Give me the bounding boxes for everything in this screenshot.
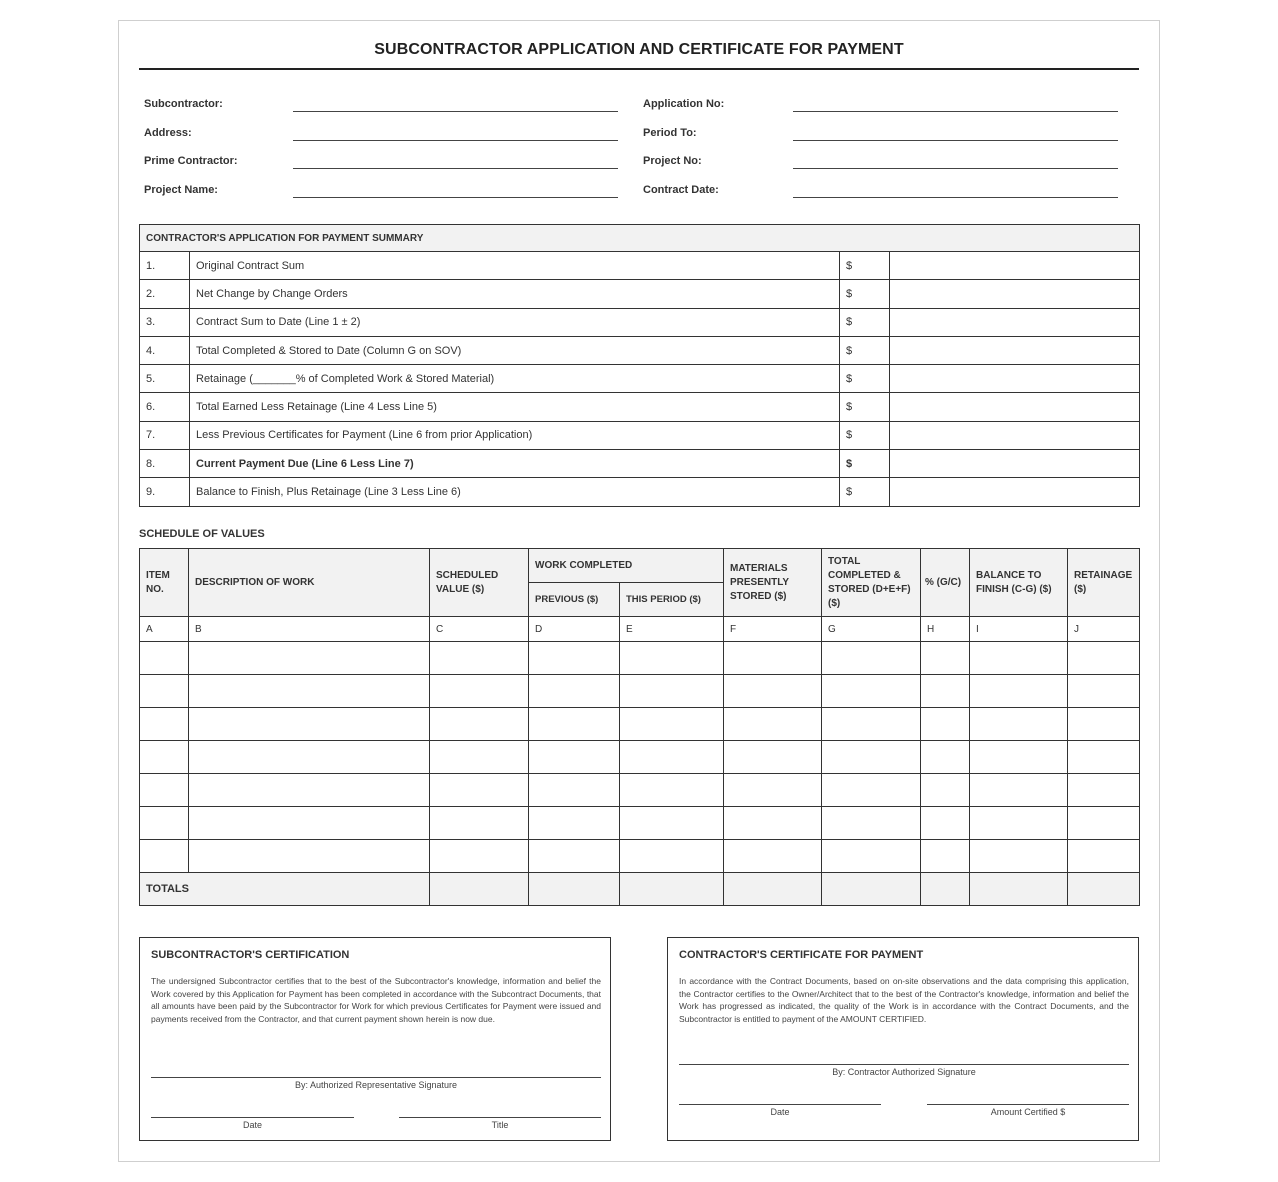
table-row[interactable] xyxy=(140,642,1140,675)
totals-row xyxy=(140,873,1140,906)
row-number: 5. xyxy=(140,365,190,393)
project-name-label: Project Name: xyxy=(144,184,218,196)
period-to-input-line[interactable] xyxy=(793,140,1118,141)
amount-cell[interactable] xyxy=(890,365,1140,393)
schedule-of-values-label: SCHEDULE OF VALUES xyxy=(139,528,265,540)
materials-stored-header: MATERIALS PRESENTLY STORED ($) xyxy=(724,549,822,617)
row-number: 1. xyxy=(140,252,190,280)
row-number: 8. xyxy=(140,450,190,478)
amount-cell[interactable] xyxy=(890,252,1140,280)
subcontractor-label: Subcontractor: xyxy=(144,98,223,110)
table-row[interactable] xyxy=(140,708,1140,741)
amount-certified-line[interactable] xyxy=(927,1104,1129,1105)
con-date-line[interactable] xyxy=(679,1104,881,1105)
period-to-field[interactable] xyxy=(643,122,1119,151)
amount-cell[interactable] xyxy=(890,450,1140,478)
subcontractor-certification-box xyxy=(139,937,611,1141)
table-row xyxy=(140,308,1140,336)
balance-header: BALANCE TO FINISH (C-G) ($) xyxy=(970,549,1068,617)
totals-cell[interactable] xyxy=(822,873,921,906)
totals-cell[interactable] xyxy=(724,873,822,906)
form-page xyxy=(118,20,1160,1162)
column-letter: F xyxy=(724,617,822,642)
table-row xyxy=(140,252,1140,280)
project-no-label: Project No: xyxy=(643,155,702,167)
row-description: Balance to Finish, Plus Retainage (Line 3 Less Line 6) xyxy=(190,478,840,506)
row-number: 7. xyxy=(140,421,190,449)
address-field[interactable] xyxy=(144,122,619,151)
period-to-label: Period To: xyxy=(643,127,697,139)
sub-date-caption: Date xyxy=(242,1120,262,1130)
contract-date-label: Contract Date: xyxy=(643,184,719,196)
table-row[interactable] xyxy=(140,840,1140,873)
application-no-input-line[interactable] xyxy=(793,111,1118,112)
totals-cell[interactable] xyxy=(430,873,529,906)
con-date-caption: Date xyxy=(770,1107,790,1117)
column-letter: G xyxy=(822,617,921,642)
schedule-of-values-table xyxy=(139,548,1140,906)
dollar-sign: $ xyxy=(840,478,890,506)
totals-cell[interactable] xyxy=(1068,873,1140,906)
column-letter: D xyxy=(529,617,620,642)
previous-header: PREVIOUS ($) xyxy=(529,583,620,617)
column-letter: A xyxy=(140,617,189,642)
prime-contractor-field[interactable] xyxy=(144,150,619,179)
column-letter: I xyxy=(970,617,1068,642)
totals-cell[interactable] xyxy=(970,873,1068,906)
payment-summary-table xyxy=(139,224,1140,507)
table-row xyxy=(140,450,1140,478)
form-title: SUBCONTRACTOR APPLICATION AND CERTIFICATE FOR PAYMENT xyxy=(374,41,904,58)
con-cert-title: CONTRACTOR'S CERTIFICATE FOR PAYMENT xyxy=(679,949,924,961)
dollar-sign: $ xyxy=(840,421,890,449)
column-letter: H xyxy=(921,617,970,642)
prime-contractor-input-line[interactable] xyxy=(293,168,618,169)
con-signature-caption: By: Contractor Authorized Signature xyxy=(832,1067,976,1077)
table-row xyxy=(140,478,1140,506)
address-input-line[interactable] xyxy=(293,140,618,141)
table-row xyxy=(140,336,1140,364)
sub-signature-caption: By: Authorized Representative Signature xyxy=(294,1080,458,1090)
sub-title-line[interactable] xyxy=(399,1117,601,1118)
amount-cell[interactable] xyxy=(890,308,1140,336)
row-description: Current Payment Due (Line 6 Less Line 7) xyxy=(190,450,840,478)
table-row xyxy=(140,365,1140,393)
project-no-input-line[interactable] xyxy=(793,168,1118,169)
dollar-sign: $ xyxy=(840,280,890,308)
row-description: Less Previous Certificates for Payment (Line 6 from prior Application) xyxy=(190,421,840,449)
row-description: Retainage (_______% of Completed Work & Stored Material) xyxy=(190,365,840,393)
totals-cell[interactable] xyxy=(921,873,970,906)
subcontractor-input-line[interactable] xyxy=(293,111,618,112)
totals-cell[interactable] xyxy=(620,873,724,906)
dollar-sign: $ xyxy=(840,450,890,478)
project-name-input-line[interactable] xyxy=(293,197,618,198)
work-completed-header: WORK COMPLETED xyxy=(529,549,724,583)
scheduled-value-header: SCHEDULED VALUE ($) xyxy=(430,549,529,617)
con-cert-body: In accordance with the Contract Documents, based on on-site observations and the data comprising this application, the Contractor certifies to the Owner/Architect that to the best of the Contractor's knowledge, information and belief the Work has progressed as indicated, the quality of the Work is in accordance with the Contract Documents, and the Subcontractor is entitled to payment of the AMOUNT CERTIFIED. xyxy=(679,976,1129,1024)
row-description: Net Change by Change Orders xyxy=(190,280,840,308)
project-name-field[interactable] xyxy=(144,179,619,208)
title-divider xyxy=(139,68,1139,70)
column-letter: C xyxy=(430,617,529,642)
column-letter: B xyxy=(189,617,430,642)
totals-label: TOTALS xyxy=(140,873,430,906)
this-period-header: THIS PERIOD ($) xyxy=(620,583,724,617)
sub-cert-body: The undersigned Subcontractor certifies that to the best of the Subcontractor's knowledge, information and belief the Work covered by this Application for Payment has been completed in accordance with the Subcontract Documents, that all amounts have been paid by the Subcontractor for Work for which previous Certificates for Payment were issued and payments received from the Contractor, and that current payment shown herein is now due. xyxy=(151,976,601,1024)
amount-cell[interactable] xyxy=(890,393,1140,421)
contractor-certificate-box xyxy=(667,937,1139,1141)
totals-cell[interactable] xyxy=(529,873,620,906)
table-row xyxy=(140,421,1140,449)
con-signature-line[interactable] xyxy=(679,1064,1129,1065)
sub-cert-title: SUBCONTRACTOR'S CERTIFICATION xyxy=(151,949,350,961)
column-letter: J xyxy=(1068,617,1140,642)
description-header: DESCRIPTION OF WORK xyxy=(189,549,430,617)
percent-header: % (G/C) xyxy=(921,549,970,617)
dollar-sign: $ xyxy=(840,252,890,280)
sub-signature-line[interactable] xyxy=(151,1077,601,1078)
row-description: Original Contract Sum xyxy=(190,252,840,280)
row-number: 9. xyxy=(140,478,190,506)
sub-title-caption: Title xyxy=(491,1120,509,1130)
dollar-sign: $ xyxy=(840,393,890,421)
amount-cell[interactable] xyxy=(890,478,1140,506)
item-no-header: ITEM NO. xyxy=(140,549,189,617)
summary-heading: CONTRACTOR'S APPLICATION FOR PAYMENT SUMMARY xyxy=(140,225,1140,252)
table-row[interactable] xyxy=(140,807,1140,840)
subcontractor-field[interactable] xyxy=(144,93,619,122)
dollar-sign: $ xyxy=(840,336,890,364)
dollar-sign: $ xyxy=(840,308,890,336)
amount-cell[interactable] xyxy=(890,280,1140,308)
table-row[interactable] xyxy=(140,774,1140,807)
application-no-field[interactable] xyxy=(643,93,1119,122)
row-number: 4. xyxy=(140,336,190,364)
table-row[interactable] xyxy=(140,675,1140,708)
row-description: Contract Sum to Date (Line 1 ± 2) xyxy=(190,308,840,336)
total-completed-header: TOTAL COMPLETED & STORED (D+E+F) ($) xyxy=(822,549,921,617)
sub-date-line[interactable] xyxy=(151,1117,354,1118)
column-letter: E xyxy=(620,617,724,642)
row-number: 2. xyxy=(140,280,190,308)
prime-contractor-label: Prime Contractor: xyxy=(144,155,238,167)
dollar-sign: $ xyxy=(840,365,890,393)
column-letters-row xyxy=(140,617,1140,642)
retainage-header: RETAINAGE ($) xyxy=(1068,549,1140,617)
row-number: 3. xyxy=(140,308,190,336)
amount-cell[interactable] xyxy=(890,421,1140,449)
contract-date-field[interactable] xyxy=(643,179,1119,208)
project-no-field[interactable] xyxy=(643,150,1119,179)
row-description: Total Earned Less Retainage (Line 4 Less Line 5) xyxy=(190,393,840,421)
application-no-label: Application No: xyxy=(643,98,725,110)
row-description: Total Completed & Stored to Date (Column G on SOV) xyxy=(190,336,840,364)
table-row xyxy=(140,280,1140,308)
amount-cell[interactable] xyxy=(890,336,1140,364)
table-row[interactable] xyxy=(140,741,1140,774)
address-label: Address: xyxy=(144,127,192,139)
row-number: 6. xyxy=(140,393,190,421)
table-row xyxy=(140,393,1140,421)
amount-certified-caption: Amount Certified $ xyxy=(990,1107,1066,1117)
contract-date-input-line[interactable] xyxy=(793,197,1118,198)
